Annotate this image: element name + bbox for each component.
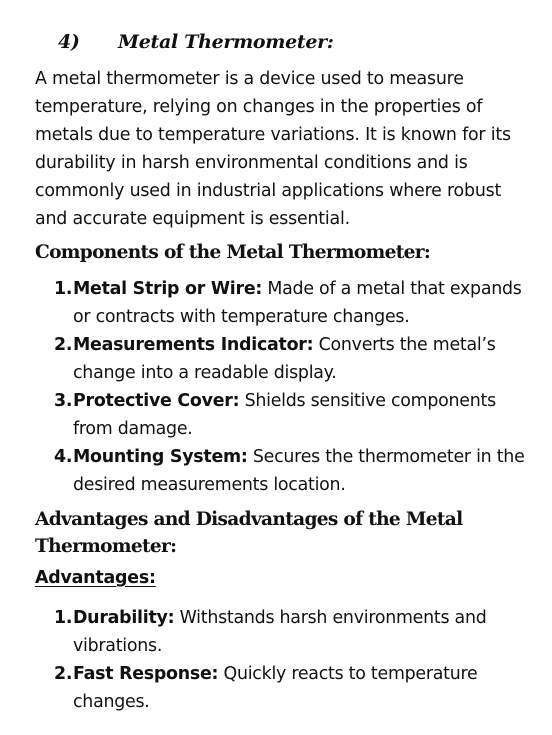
list-item-index: 3. <box>54 391 73 411</box>
list-item-term: Measurements Indicator: <box>73 335 314 355</box>
list-item <box>54 387 532 443</box>
list-item <box>54 443 532 499</box>
section-number: 4) <box>58 31 80 53</box>
list-item <box>54 331 532 387</box>
section-heading <box>58 31 334 53</box>
list-item-term: Metal Strip or Wire: <box>73 279 263 299</box>
list-item <box>54 275 532 331</box>
advantages-list <box>54 604 532 716</box>
advantages-disadvantages-heading: Advantages and Disadvantages of the Metal Thermometer: <box>35 509 463 557</box>
section-title: Metal Thermometer: <box>118 31 334 53</box>
list-item-term: Fast Response: <box>73 664 219 684</box>
list-item <box>54 604 532 660</box>
list-item-term: Mounting System: <box>73 447 248 467</box>
list-item-text: Quickly reacts to temperature changes. <box>73 664 478 712</box>
components-list <box>54 275 532 499</box>
list-item-index: 2. <box>54 335 73 355</box>
list-item <box>54 660 532 716</box>
list-item-index: 1. <box>54 608 73 628</box>
components-heading: Components of the Metal Thermometer: <box>35 242 430 263</box>
advantages-heading: Advantages: <box>35 568 156 588</box>
intro-paragraph: A metal thermometer is a device used to measure temperature, relying on changes in the properties of metals due to temperature variations. It is known for its durability in harsh environmental conditions and is commonly used in industrial applications where robust and accurate equipment is essential. <box>35 69 511 229</box>
list-item-index: 1. <box>54 279 73 299</box>
list-item-text: Made of a metal that expands or contracts with temperature changes. <box>73 279 522 327</box>
list-item-text: Shields sensitive components from damage. <box>73 391 496 439</box>
list-item-text: Secures the thermometer in the desired measurements location. <box>73 447 525 495</box>
list-item-term: Protective Cover: <box>73 391 240 411</box>
list-item-index: 4. <box>54 447 73 467</box>
list-item-term: Durability: <box>73 608 175 628</box>
list-item-text: Converts the metal’s change into a readable display. <box>73 335 496 383</box>
list-item-index: 2. <box>54 664 73 684</box>
list-item-text: Withstands harsh environments and vibrations. <box>73 608 487 656</box>
